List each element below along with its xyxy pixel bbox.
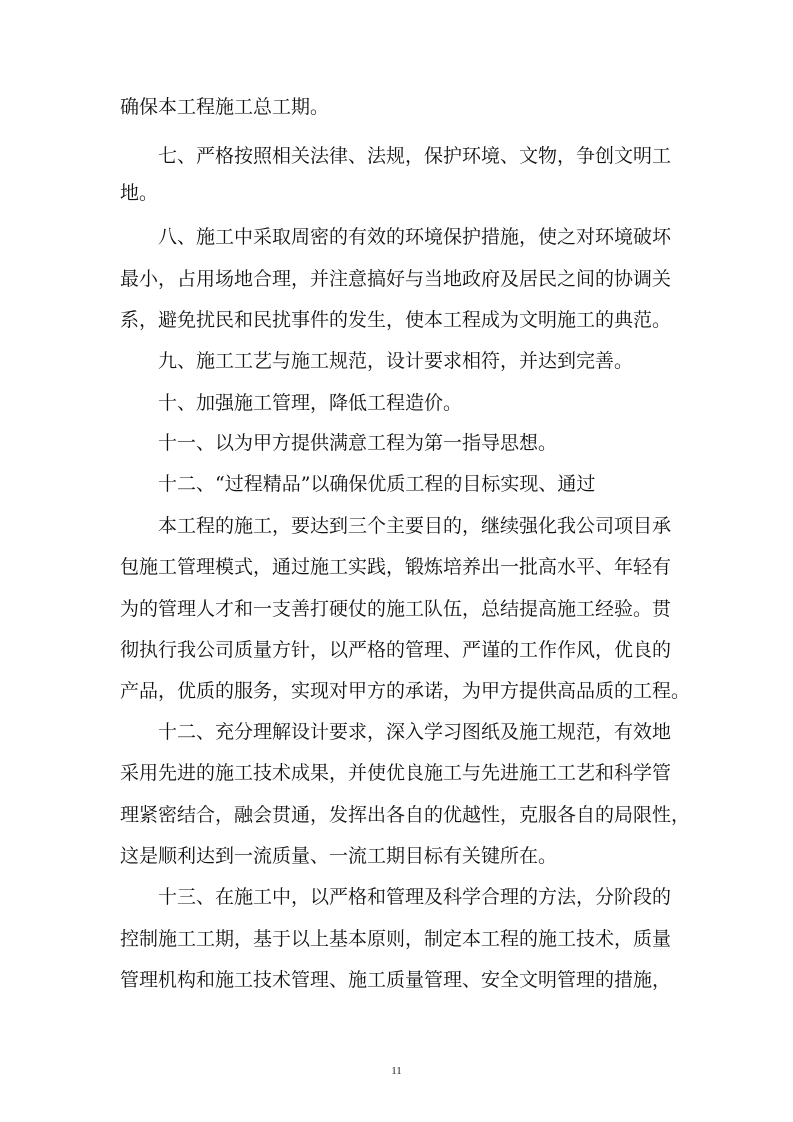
text-line: 彻执行我公司质量方针，以严格的管理、严谨的工作作风，优良的 bbox=[120, 639, 672, 661]
paragraph-start-line: 九、施工工艺与施工规范，设计要求相符，并达到完善。 bbox=[158, 350, 634, 372]
paragraph-start-line: 八、施工中采取周密的有效的环境保护措施，使之对环境破坏 bbox=[158, 226, 672, 248]
text-line: 产品，优质的服务，实现对甲方的承诺，为甲方提供高品质的工程。 bbox=[120, 680, 691, 702]
paragraph-start-line: 十一、以为甲方提供满意工程为第一指导思想。 bbox=[158, 432, 558, 454]
text-line: 为的管理人才和一支善打硬仗的施工队伍，总结提高施工经验。贯 bbox=[120, 598, 672, 620]
paragraph-start-line: 十、加强施工管理，降低工程造价。 bbox=[158, 392, 463, 414]
text-line: 这是顺利达到一流质量、一流工期目标有关键所在。 bbox=[120, 845, 558, 867]
text-line: 理紧密结合，融会贯通，发挥出各自的优越性，克服各自的局限性， bbox=[120, 804, 691, 826]
text-line: 采用先进的施工技术成果，并使优良施工与先进施工工艺和科学管 bbox=[120, 762, 672, 784]
paragraph-start-line: 十二、“过程精品”以确保优质工程的目标实现、通过 bbox=[158, 473, 596, 495]
paragraph-start-line: 十三、在施工中，以严格和管理及科学合理的方法，分阶段的 bbox=[158, 886, 672, 908]
text-line: 地。 bbox=[120, 182, 159, 204]
text-line: 确保本工程施工总工期。 bbox=[120, 96, 330, 118]
text-line: 系，避免扰民和民扰事件的发生，使本工程成为文明施工的典范。 bbox=[120, 309, 672, 331]
text-line: 最小，占用场地合理，并注意搞好与当地政府及居民之间的协调关 bbox=[120, 268, 672, 290]
text-line: 管理机构和施工技术管理、施工质量管理、安全文明管理的措施， bbox=[120, 969, 672, 991]
page-number: 11 bbox=[391, 1065, 402, 1077]
text-line: 包施工管理模式，通过施工实践，锻炼培养出一批高水平、年轻有 bbox=[120, 556, 672, 578]
text-line: 控制施工工期，基于以上基本原则，制定本工程的施工技术，质量 bbox=[120, 928, 672, 950]
paragraph-start-line: 十二、充分理解设计要求，深入学习图纸及施工规范，有效地 bbox=[158, 721, 672, 743]
paragraph-start-line: 本工程的施工，要达到三个主要目的，继续强化我公司项目承 bbox=[158, 515, 672, 537]
paragraph-start-line: 七、严格按照相关法律、法规，保护环境、文物，争创文明工 bbox=[158, 145, 672, 167]
